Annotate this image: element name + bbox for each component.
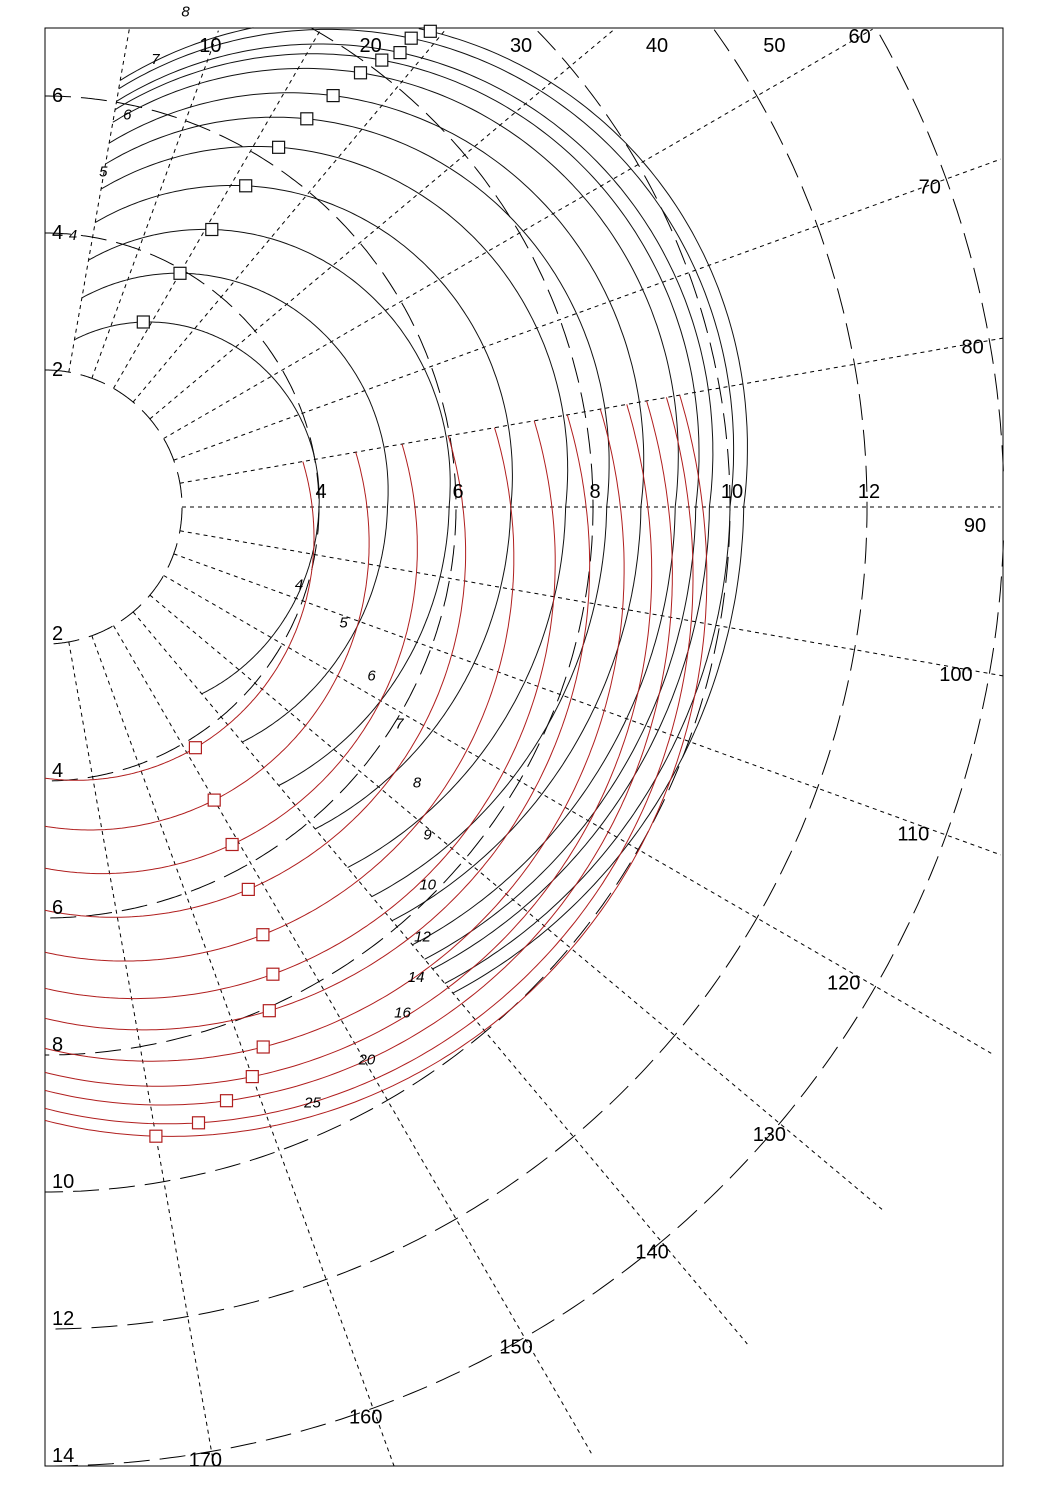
radial-left-label-12: 12 [52, 1308, 75, 1330]
red-marker-14 [246, 1071, 258, 1083]
black-marker-12 [355, 67, 367, 79]
angle-label-150: 150 [499, 1336, 533, 1359]
red-curve-label-4: 4 [294, 576, 304, 594]
series-labels [69, 0, 457, 1112]
radial-label-4: 4 [315, 481, 327, 503]
spoke-150 [114, 626, 592, 1454]
red-curve-7 [45, 436, 466, 917]
spoke-70 [174, 159, 1001, 460]
red-curve-5 [45, 452, 369, 830]
spoke-140 [133, 612, 747, 1344]
angle-label-140: 140 [635, 1241, 669, 1264]
red-curve-label-20: 20 [358, 1051, 376, 1069]
red-curve-label-16: 16 [394, 1004, 411, 1022]
red-curve-label-14: 14 [407, 969, 425, 986]
radial-label-12: 12 [857, 481, 881, 503]
angle-label-120: 120 [826, 972, 861, 995]
red-marker-25 [150, 1130, 162, 1142]
red-marker-8 [257, 929, 269, 941]
radius-grid [45, 25, 1003, 1466]
radial-upper-label-2: 2 [52, 359, 64, 381]
black-curve-5 [82, 273, 388, 742]
spoke-30 [114, 30, 321, 389]
ring-12 [45, 30, 867, 1329]
red-curve-25 [45, 395, 707, 1136]
black-curve-25 [120, 28, 747, 993]
angle-grid [69, 25, 1003, 1466]
red-curve-label-6: 6 [367, 667, 376, 685]
radial-left-label-2: 2 [52, 623, 64, 645]
spoke-170 [69, 642, 214, 1465]
ring-10 [45, 31, 730, 1192]
black-curve-label-8: 8 [181, 3, 190, 21]
spoke-10 [69, 28, 130, 372]
angle-label-10: 10 [199, 35, 222, 57]
red-marker-12 [257, 1041, 269, 1053]
black-marker-25 [424, 25, 436, 37]
angle-label-130: 130 [752, 1124, 787, 1147]
radial-label-6: 6 [452, 481, 464, 503]
radial-upper-label-4: 4 [52, 222, 64, 244]
angle-label-70: 70 [918, 176, 941, 199]
black-marker-8 [273, 141, 285, 153]
red-marker-5 [208, 794, 220, 806]
ring-2 [45, 370, 182, 644]
spoke-160 [92, 636, 394, 1466]
plot-frame [45, 25, 1003, 1466]
black-curve-label-7: 7 [151, 51, 160, 69]
red-marker-10 [263, 1005, 275, 1017]
red-curve-label-12: 12 [414, 928, 431, 946]
spoke-130 [150, 595, 882, 1209]
angle-label-100: 100 [939, 664, 973, 687]
red-marker-9 [267, 968, 279, 980]
spoke-60 [164, 29, 873, 438]
ring-6 [45, 96, 456, 918]
black-marker-5 [174, 267, 186, 279]
red-curve-8 [45, 428, 514, 961]
data-series [45, 28, 747, 1137]
radial-left-label-8: 8 [52, 1034, 64, 1056]
black-curve-label-4: 4 [68, 227, 78, 244]
angle-label-20: 20 [359, 35, 382, 57]
black-marker-9 [301, 113, 313, 125]
radial-left-label-10: 10 [52, 1171, 75, 1193]
spoke-120 [164, 576, 992, 1054]
black-curve-6 [89, 229, 451, 785]
black-marker-20 [405, 32, 417, 44]
red-marker-4 [189, 742, 201, 754]
red-marker-16 [221, 1095, 233, 1107]
radial-left-label-4: 4 [52, 760, 64, 782]
red-marker-7 [242, 883, 254, 895]
red-marker-20 [193, 1117, 205, 1129]
red-curve-label-8: 8 [412, 774, 422, 792]
spoke-50 [150, 29, 614, 419]
angle-label-60: 60 [848, 25, 871, 48]
angle-label-110: 110 [897, 823, 930, 846]
black-marker-7 [240, 180, 252, 192]
red-curve-label-10: 10 [419, 876, 437, 894]
spoke-80 [180, 338, 1003, 483]
black-marker-16 [394, 47, 406, 59]
red-curve-6 [45, 444, 417, 873]
black-curve-4 [75, 322, 320, 694]
radial-left-label-6: 6 [52, 897, 64, 919]
radial-upper-label-6: 6 [52, 85, 64, 107]
radial-label-8: 8 [589, 481, 601, 503]
red-marker-6 [226, 839, 238, 851]
black-curve-label-5: 5 [99, 163, 108, 181]
radial-label-10: 10 [720, 481, 744, 503]
red-curve-label-7: 7 [395, 715, 404, 733]
radial-left-label-14: 14 [52, 1445, 75, 1467]
black-marker-10 [327, 90, 339, 102]
red-curve-4 [45, 462, 314, 781]
series-markers [137, 25, 436, 1142]
angle-label-30: 30 [509, 35, 533, 57]
angle-label-40: 40 [645, 35, 669, 57]
red-curve-label-9: 9 [423, 826, 432, 844]
red-curve-label-5: 5 [339, 614, 348, 632]
red-curve-label-25: 25 [304, 1094, 321, 1112]
black-marker-4 [137, 316, 149, 328]
ring-14 [45, 35, 1003, 1466]
spoke-40 [133, 30, 446, 403]
black-curve-9 [106, 117, 610, 896]
black-curve-label-6: 6 [123, 106, 132, 124]
angle-label-80: 80 [961, 336, 984, 359]
angle-label-90: 90 [963, 515, 987, 537]
angle-label-50: 50 [763, 35, 786, 57]
angle-label-160: 160 [348, 1406, 383, 1429]
black-marker-6 [206, 224, 218, 236]
angle-label-170: 170 [188, 1449, 223, 1472]
red-curve-10 [45, 415, 590, 1030]
